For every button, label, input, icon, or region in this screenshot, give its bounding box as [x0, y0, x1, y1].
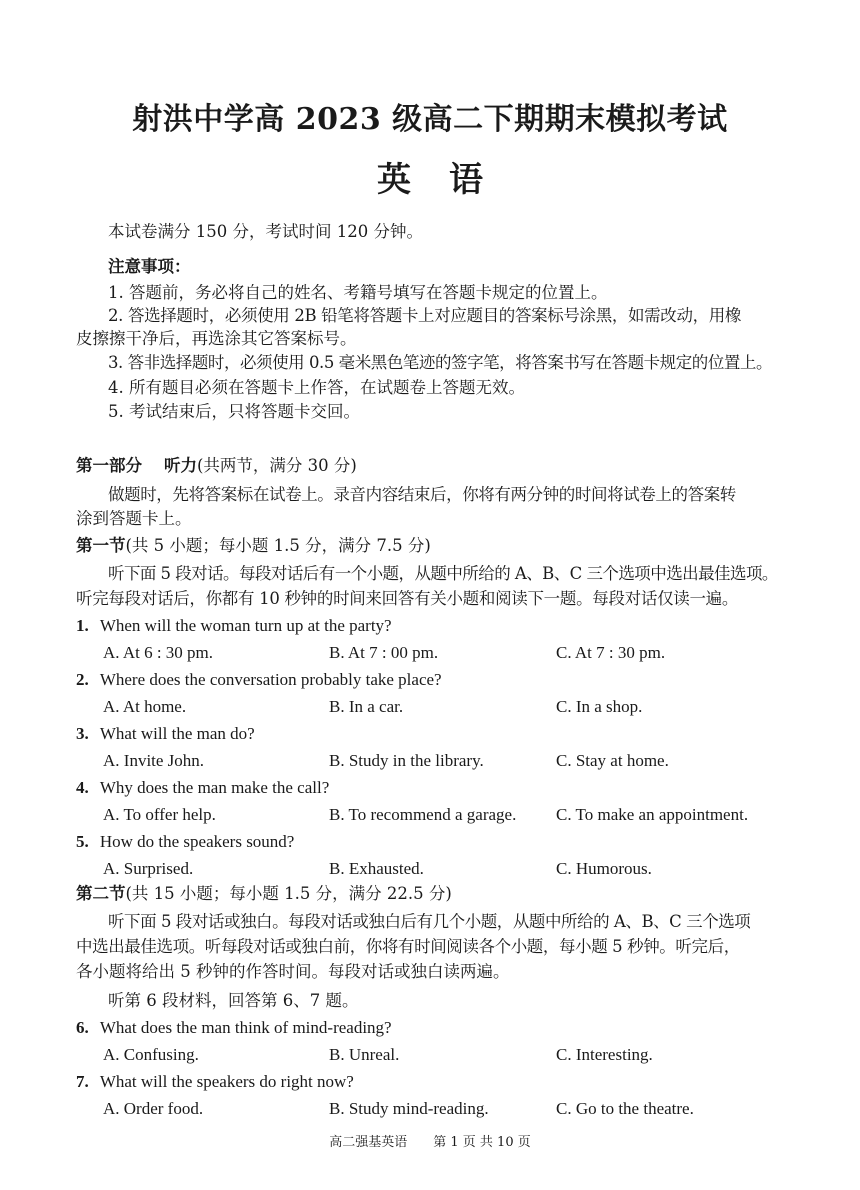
part1-detail: (共两节，满分 30 分) — [197, 456, 357, 475]
note-4: 4. 所有题目必须在答题卡上作答，在试题卷上答题无效。 — [108, 378, 525, 397]
question-2 — [76, 670, 442, 690]
option-a: A. Order food. — [103, 1099, 204, 1118]
question-number: 6. — [76, 1018, 89, 1037]
question-5 — [76, 832, 294, 852]
note-5: 5. 考试结束后，只将答题卡交回。 — [108, 402, 360, 421]
note-3: 3. 答非选择题时，必须使用 0.5 毫米黑色笔迹的签字笔，将答案书写在答题卡规定的位置上。 — [108, 353, 773, 372]
question-text: Why does the man make the call? — [99, 778, 330, 797]
question-6 — [76, 1018, 392, 1038]
part1-heading — [76, 456, 357, 476]
section1-heading — [76, 536, 431, 556]
part1-instruction-1: 做题时，先将答案标在试卷上。录音内容结束后，你将有两分钟的时间将试卷上的答案转 — [108, 485, 736, 504]
option-c: C. Humorous. — [556, 859, 652, 878]
question-text: When will the woman turn up at the party? — [99, 616, 392, 635]
option-c: C. Go to the theatre. — [556, 1099, 694, 1118]
section2-instruction-3: 各小题将给出 5 秒钟的作答时间。每段对话或独白读两遍。 — [76, 962, 510, 981]
option-c: C. At 7 : 30 pm. — [556, 643, 666, 662]
section2-detail: (共 15 小题；每小题 1.5 分，满分 22.5 分) — [125, 884, 452, 903]
part1-title: 听力 — [164, 456, 197, 475]
question-text: What will the speakers do right now? — [99, 1072, 354, 1091]
option-a: A. Invite John. — [103, 751, 205, 770]
question-number: 3. — [76, 724, 89, 743]
part1-label: 第一部分 — [76, 456, 142, 475]
note-2-cont: 皮擦擦干净后，再选涂其它答案标号。 — [76, 329, 357, 348]
option-c: C. Stay at home. — [556, 751, 669, 770]
question-number: 4. — [76, 778, 89, 797]
question-text: How do the speakers sound? — [99, 832, 295, 851]
note-2: 2. 答选择题时，必须使用 2B 铅笔将答题卡上对应题目的答案标号涂黑，如需改动，用橡 — [108, 306, 742, 325]
question-text: What does the man think of mind-reading? — [99, 1018, 392, 1037]
section1-label: 第一节 — [76, 536, 126, 555]
option-c: C. Interesting. — [556, 1045, 653, 1064]
section2-label: 第二节 — [76, 884, 126, 903]
option-a: A. At home. — [103, 697, 187, 716]
option-c: C. In a shop. — [556, 697, 643, 716]
section1-instruction-2: 听完每段对话后，你都有 10 秒钟的时间来回答有关小题和阅读下一题。每段对话仅读一遍。 — [76, 589, 739, 608]
section2-instruction-1: 听下面 5 段对话或独白。每段对话或独白后有几个小题，从题中所给的 A、B、C 三个选项 — [108, 912, 751, 931]
option-b: B. At 7 : 00 pm. — [329, 643, 439, 662]
section2-instruction-2: 中选出最佳选项。听每段对话或独白前，你将有时间阅读各个小题，每小题 5 秒钟。听完后， — [76, 937, 740, 956]
question-4 — [76, 778, 329, 798]
option-a: A. To offer help. — [103, 805, 216, 824]
question-number: 2. — [76, 670, 89, 689]
material-note: 听第 6 段材料，回答第 6、7 题。 — [108, 991, 359, 1010]
question-text: Where does the conversation probably take place? — [99, 670, 442, 689]
option-b: B. Study mind-reading. — [329, 1099, 489, 1118]
option-b: B. Unreal. — [329, 1045, 400, 1064]
question-3 — [76, 724, 255, 744]
notice-heading: 注意事项： — [108, 257, 191, 276]
section1-instruction-1: 听下面 5 段对话。每段对话后有一个小题，从题中所给的 A、B、C 三个选项中选出最佳选项。 — [108, 564, 778, 583]
option-a: A. Surprised. — [103, 859, 194, 878]
option-b: B. Study in the library. — [329, 751, 484, 770]
option-b: B. In a car. — [329, 697, 404, 716]
question-number: 5. — [76, 832, 89, 851]
question-1 — [76, 616, 392, 636]
page-footer: 高二强基英语 第 1 页 共 10 页 — [329, 1135, 531, 1150]
option-b: B. Exhausted. — [329, 859, 424, 878]
option-a: A. At 6 : 30 pm. — [103, 643, 214, 662]
subject-title: 英语 — [377, 160, 521, 200]
question-number: 7. — [76, 1072, 89, 1091]
section2-heading — [76, 884, 452, 904]
question-7 — [76, 1072, 354, 1092]
section1-detail: (共 5 小题；每小题 1.5 分，满分 7.5 分) — [125, 536, 431, 555]
exam-summary: 本试卷满分 150 分，考试时间 120 分钟。 — [108, 222, 423, 241]
exam-title: 射洪中学高 2023 级高二下期期末模拟考试 — [132, 102, 728, 137]
part1-instruction-2: 涂到答题卡上。 — [76, 509, 192, 528]
question-number: 1. — [76, 616, 89, 635]
question-text: What will the man do? — [99, 724, 255, 743]
option-c: C. To make an appointment. — [556, 805, 749, 824]
note-1: 1. 答题前，务必将自己的姓名、考籍号填写在答题卡规定的位置上。 — [108, 283, 608, 302]
option-b: B. To recommend a garage. — [329, 805, 517, 824]
option-a: A. Confusing. — [103, 1045, 199, 1064]
